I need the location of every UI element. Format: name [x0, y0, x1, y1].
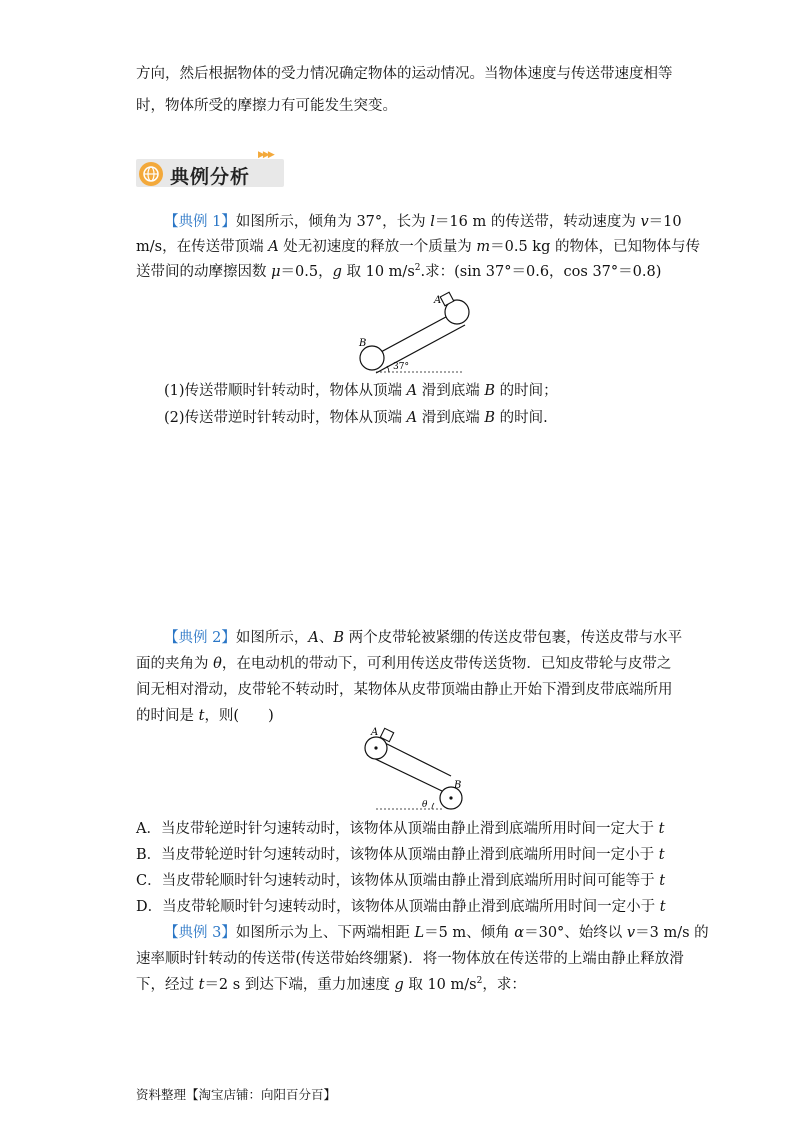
footer-note: 资料整理【淘宝店铺：向阳百分百】	[136, 1087, 337, 1102]
ex2-line-4	[136, 706, 670, 726]
label-B: B	[454, 780, 462, 791]
ex2-line-1	[164, 628, 683, 648]
ex1-text: 处无初速度的释放一个质量为	[278, 239, 477, 255]
ex1-text: ＝0.5 kg 的物体，已知物体与传	[490, 239, 700, 255]
var-t: t	[658, 847, 665, 863]
ex3-tag: 【典例 3】	[164, 925, 236, 941]
ex1-question-2	[164, 408, 670, 428]
ex2-text: 面的夹角为	[136, 656, 214, 672]
ex1-text: 送带间的动摩擦因数	[136, 264, 272, 280]
ex1-text: m/s，在传送带顶端	[136, 239, 269, 255]
section-title: 典例分析	[170, 166, 251, 188]
ex1-text: ＝10	[648, 214, 682, 230]
q-text: 的时间；	[495, 383, 558, 399]
ex2-option-d	[136, 897, 670, 917]
option-text: A．当皮带轮逆时针匀速转动时，该物体从顶端由静止滑到底端所用时间一定大于	[136, 821, 659, 837]
label-B: B	[359, 338, 367, 349]
var-l: l	[430, 214, 435, 230]
option-text: D．当皮带轮顺时针匀速转动时，该物体从顶端由静止滑到底端所用时间一定小于	[136, 899, 660, 915]
var-v: v	[640, 214, 649, 230]
ex3-line-2: 速率顺时针转动的传送带(传送带始终绷紧)．将一物体放在传送带的上端由静止释放滑	[136, 951, 684, 967]
var-t: t	[658, 821, 665, 837]
var-m: m	[476, 239, 491, 255]
var-B: B	[484, 410, 496, 426]
conveyor-figure-2	[362, 726, 474, 814]
ex3-text: 取 10 m/s	[403, 977, 477, 993]
ex1-text: ＝16 m 的传送带，转动速度为	[434, 214, 641, 230]
arrows-decoration: ▶▶▶	[258, 150, 273, 160]
ex1-tag: 【典例 1】	[164, 214, 236, 230]
ex3-text: ＝30°、始终以	[524, 925, 627, 941]
var-L: L	[414, 925, 425, 941]
var-t: t	[659, 873, 666, 889]
ex2-option-b	[136, 845, 670, 865]
var-A: A	[308, 630, 319, 646]
label-A: A	[371, 727, 379, 738]
var-g: g	[332, 264, 342, 280]
ex2-text: ，在电动机的带动下，可利用传送皮带传送货物．已知皮带轮与皮带之	[221, 656, 672, 672]
ex1-text: 如图所示，倾角为 37°，长为	[235, 214, 431, 230]
ex1-text: .求：(sin 37°＝0.6，cos 37°＝0.8)	[420, 264, 662, 280]
ex3-text: 下，经过	[136, 977, 199, 993]
var-v: v	[626, 925, 636, 941]
var-B: B	[333, 630, 344, 646]
ex2-tag: 【典例 2】	[164, 630, 236, 646]
var-t: t	[198, 708, 205, 724]
ex3-line-1	[164, 923, 709, 943]
globe-icon	[139, 162, 163, 186]
superscript: 2	[414, 263, 421, 274]
ex2-line-3: 间无相对滑动，皮带轮不转动时，某物体从皮带顶端由静止开始下滑到皮带底端所用	[136, 682, 673, 698]
q-text: 滑到底端	[417, 383, 485, 399]
ex3-text: ＝3 m/s 的	[635, 925, 709, 941]
conveyor-figure-1	[355, 288, 480, 378]
var-mu: μ	[271, 264, 281, 280]
angle-label: 37°	[393, 362, 409, 372]
section-banner	[136, 150, 286, 188]
var-t: t	[198, 977, 205, 993]
var-B: B	[484, 383, 496, 399]
var-t: t	[659, 899, 666, 915]
angle-label: θ	[422, 800, 428, 810]
option-text: B．当皮带轮逆时针匀速转动时，该物体从顶端由静止滑到底端所用时间一定小于	[136, 847, 659, 863]
intro-line-1: 方向，然后根据物体的受力情况确定物体的运动情况。当物体速度与传送带速度相等	[136, 66, 673, 82]
ex2-text: 的时间是	[136, 708, 199, 724]
intro-line-2: 时，物体所受的摩擦力有可能发生突变。	[136, 98, 397, 114]
ex2-option-c	[136, 871, 670, 891]
ex1-line-1	[164, 212, 682, 232]
q-text: (2)传送带逆时针转动时，物体从顶端	[164, 410, 407, 426]
var-alpha: α	[514, 925, 525, 941]
ex1-text: 取 10 m/s	[341, 264, 415, 280]
ex1-text: ＝0.5，	[280, 264, 333, 280]
var-A: A	[406, 410, 418, 426]
option-text: C．当皮带轮顺时针匀速转动时，该物体从顶端由静止滑到底端所用时间可能等于	[136, 873, 660, 889]
ex2-text: 两个皮带轮被紧绷的传送皮带包裹，传送皮带与水平	[343, 630, 683, 646]
var-theta: θ	[213, 656, 222, 672]
ex1-line-2	[136, 237, 700, 257]
ex3-line-3	[136, 975, 670, 995]
var-A: A	[406, 383, 418, 399]
ex2-option-a	[136, 819, 670, 839]
superscript: 2	[476, 976, 483, 987]
ex2-line-2	[136, 654, 670, 674]
label-A: A	[434, 295, 442, 306]
q-text: 的时间.	[495, 410, 548, 426]
ex2-text: 如图所示，	[235, 630, 309, 646]
var-g: g	[394, 977, 404, 993]
ex2-text: ，则( )	[204, 708, 274, 724]
ex3-text: ，求：	[482, 977, 526, 993]
var-A: A	[268, 239, 279, 255]
ex3-text: ＝2 s 到达下端，重力加速度	[204, 977, 395, 993]
q-text: 滑到底端	[417, 410, 485, 426]
ex1-question-1	[164, 381, 670, 401]
ex3-text: ＝5 m、倾角	[424, 925, 515, 941]
ex1-line-3	[136, 262, 670, 282]
ex2-text: 、	[318, 630, 334, 646]
q-text: (1)传送带顺时针转动时，物体从顶端	[164, 383, 407, 399]
ex3-text: 如图所示为上、下两端相距	[235, 925, 415, 941]
